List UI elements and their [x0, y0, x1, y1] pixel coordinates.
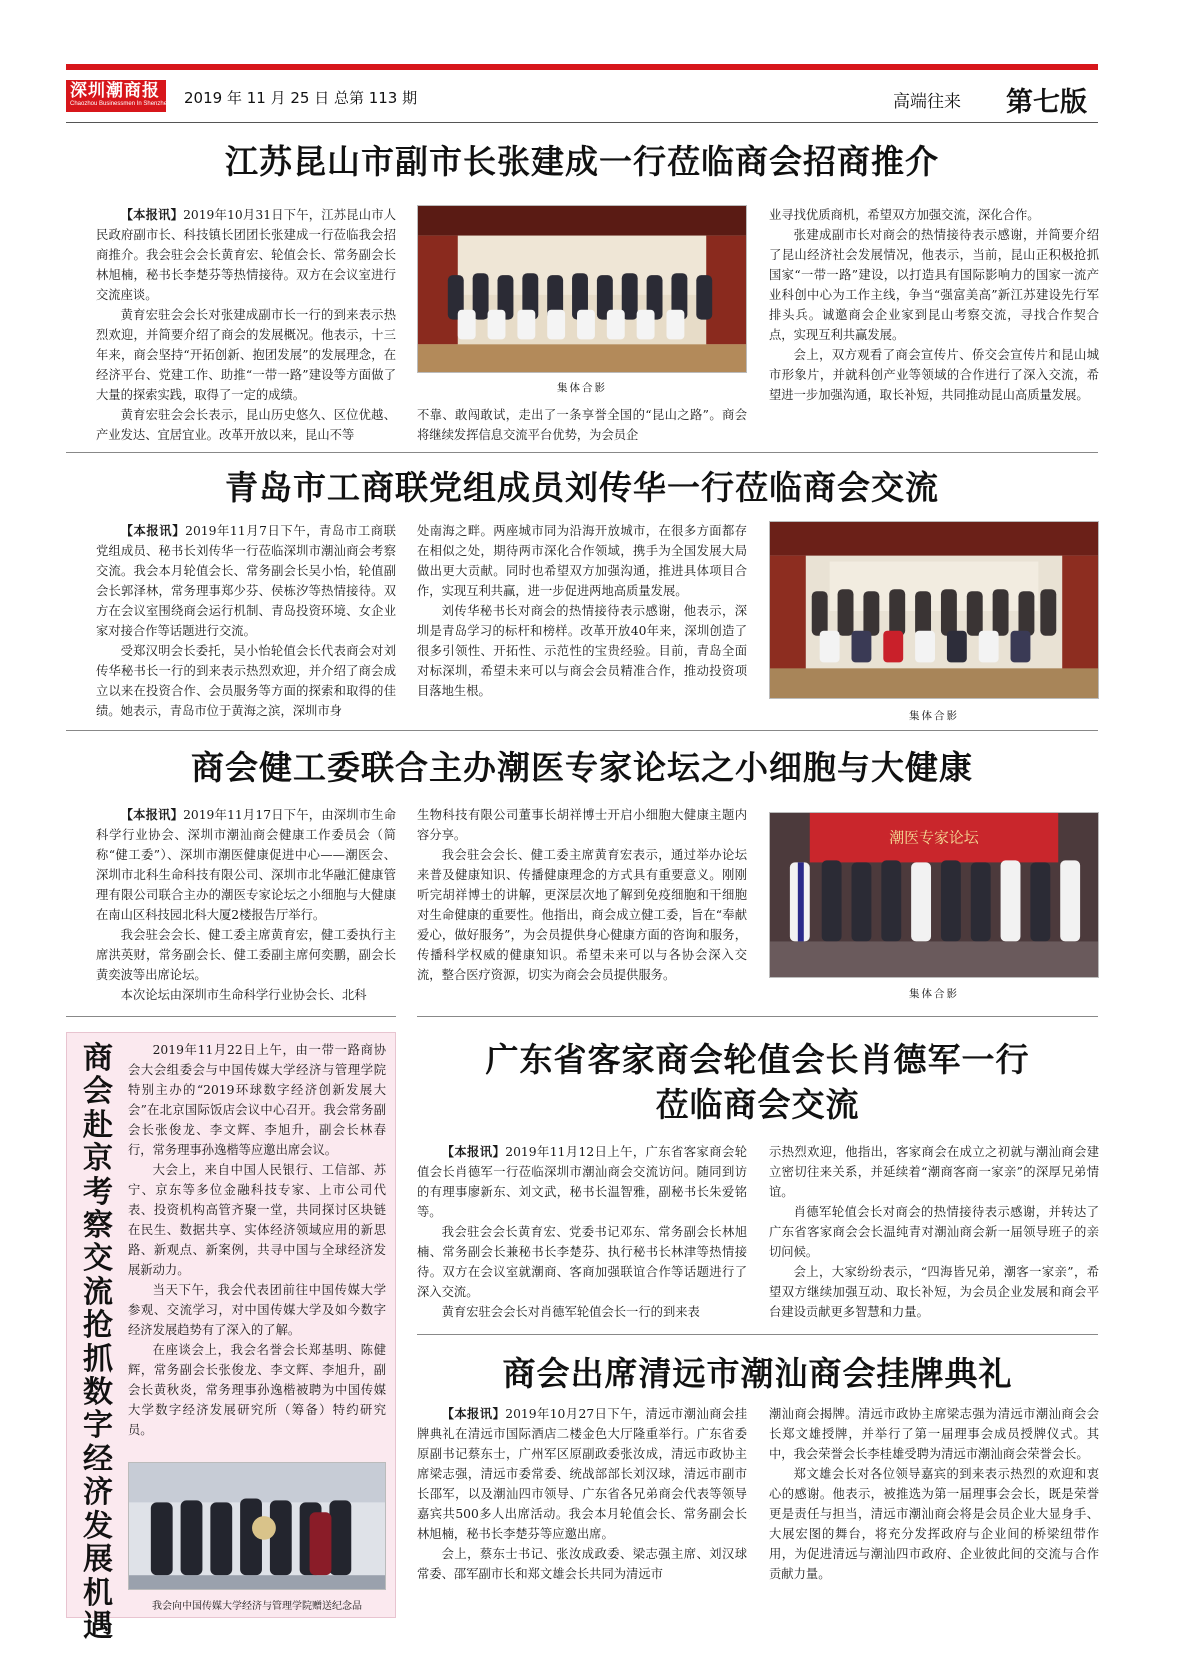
article-4-p2: 我会驻会会长黄育宏、党委书记邓东、常务副会长林旭楠、常务副会长兼秘书长李楚芬、执行秘书长林津等热情接待。双方在会议室就潮商、客商加强联谊合作等话题进行了深入交流。: [417, 1225, 747, 1299]
article-5-col-2-p1: 潮汕商会揭牌。清远市政协主席梁志强为清远市潮汕商会会长郑文雄授牌，并举行了第一届理事会成员授牌仪式。其中，我会荣誉会长李桂雄受聘为清远市潮汕商会荣誉会长。: [769, 1407, 1099, 1461]
header-rule: [66, 122, 1098, 123]
logo-text: 深圳潮商报: [70, 81, 160, 101]
article-3-col-2: [417, 805, 747, 1005]
article-1-lead: 2019年10月31日下午，江苏昆山市人民政府副市长、科技镇长团团长张建成一行莅临我会招商推介。我会驻会会长黄育宏、轮值会长、常务副会长林旭楠，秘书长李楚芬等热情接待。双方在会议室进行交流座谈。: [96, 208, 396, 302]
article-2-col-2: [417, 521, 747, 721]
article-2-col-2-p2: 刘传华秘书长对商会的热情接待表示感谢，他表示，深圳是青岛学习的标杆和榜样。改革开放40年来，深圳创造了很多引领性、开拓性、示范性的宝贵经验。目前，青岛全面对标深圳，希望未来可以与商会会员精准合作，推动投资项目落地生根。: [417, 604, 747, 698]
issue-date: 2019 年 11 月 25 日 总第 113 期: [184, 89, 418, 107]
sidebar-p3: 当天下午，我会代表团前往中国传媒大学参观、交流学习，对中国传媒大学及如今数字经济发展趋势有了深入的了解。: [128, 1283, 386, 1337]
article-4-col-2: [769, 1142, 1099, 1322]
article-3-caption: 集体合影: [909, 988, 959, 1000]
article-2-col-2-p1: 处南海之畔。两座城市同为沿海开放城市，在很多方面都存在相似之处，期待两市深化合作领域，携手为全国发展大局做出更大贡献。同时也希望双方加强沟通，推进具体项目合作，实现互利共赢，进一步促进两地高质量发展。: [417, 524, 747, 598]
article-2-lead: 2019年11月7日下午，青岛市工商联党组成员、秘书长刘传华一行莅临深圳市潮汕商会考察交流。我会本月轮值会长、常务副会长吴小怡，轮值副会长郭泽林，常务理事郑少芬、侯栋汐等热情接待。双方在会议室围绕商会运行机制、青岛投资环境、女企业家对接合作等话题进行交流。: [96, 524, 396, 638]
group-photo-2: [770, 522, 1098, 698]
section-name: 高端往来: [893, 92, 961, 112]
article-4-rule: [417, 1334, 1098, 1335]
article-5-col-1: [417, 1404, 747, 1618]
sidebar-photo: [128, 1462, 386, 1590]
sidebar-p1: 2019年11月22日上午，由一带一路商协会大会组委会与中国传媒大学经济与管理学院特别主办的“2019环球数字经济创新发展大会”在北京国际饭店会议中心召开。我会常务副会长张俊龙、李文辉、李旭升，副会长林春行，常务理事孙逸楷等应邀出席会议。: [128, 1043, 386, 1157]
article-4-p3: 黄育宏驻会会长对肖德军轮值会长一行的到来表: [441, 1305, 700, 1319]
article-4-col-2-p3: 会上，大家纷纷表示，“四海皆兄弟，潮客一家亲”，希望双方继续加强互动、取长补短，为会员企业发展和商会平台建设贡献更多智慧和力量。: [769, 1265, 1099, 1319]
article-4-col-2-p2: 肖德军轮值会长对商会的热情接待表示感谢，并转达了广东省客家商会会长温纯青对潮汕商会新一届领导班子的亲切问候。: [769, 1205, 1099, 1259]
article-2-col-1: [96, 521, 396, 721]
article-1-title: 江苏昆山市副市长张建成一行莅临商会招商推介: [225, 142, 939, 181]
article-1-col-2-text: 不靠、敢闯敢试，走出了一条享誉全国的“昆山之路”。商会将继续发挥信息交流平台优势，为会员企: [417, 408, 747, 442]
article-4-title-line-1: 广东省客家商会轮值会长肖德军一行: [485, 1040, 1030, 1079]
article-2-caption: 集体合影: [909, 710, 959, 722]
article-4-col-1: [417, 1142, 747, 1322]
article-3-col-2-p2: 我会驻会会长、健工委主席黄育宏表示，通过举办论坛来普及健康知识、传播健康理念的方式具有重要意义。刚刚听完胡祥博士的讲解，更深层次地了解到免疫细胞和干细胞对生命健康的重要性。他指出，商会成立健工委，旨在“奉献爱心，做好服务”，为会员提供身心健康方面的咨询和服务，传播科学权威的健康知识。希望未来可以与各协会深入交流，整合医疗资源，切实为商会会员提供服务。: [417, 848, 747, 982]
logo-subtext: Chaozhou Businessmen In Shenzhen: [70, 101, 171, 107]
article-3-title: 商会健工委联合主办潮医专家论坛之小细胞与大健康: [191, 748, 973, 787]
article-2-tag: 【本报讯】: [120, 524, 186, 538]
article-1-caption: 集体合影: [557, 382, 607, 394]
top-red-bar: [66, 64, 1098, 70]
article-1-rule: [66, 452, 1098, 453]
article-5-p2: 会上，蔡东士书记、张汝成政委、梁志强主席、刘汉球常委、邵军副市长和郑文雄会长共同为清远市: [417, 1547, 747, 1581]
article-2-rule: [66, 730, 1098, 731]
article-2-p2: 受郑汉明会长委托，吴小怡轮值会长代表商会对刘传华秘书长一行的到来表示热烈欢迎，并介绍了商会成立以来在投资合作、会员服务等方面的探索和取得的佳绩。她表示，青岛市位于黄海之滨，深圳市身: [96, 644, 396, 718]
newspaper-logo: [66, 80, 171, 112]
article-1-col-3-p3: 会上，双方观看了商会宣传片、侨交会宣传片和昆山城市形象片，并就科创产业等领域的合作进行了深入交流，希望进一步加强沟通，取长补短，共同推动昆山高质量发展。: [769, 348, 1099, 402]
article-1-p3: 黄育宏驻会会长表示，昆山历史悠久、区位优越、产业发达、宜居宜业。改革开放以来，昆山不等: [96, 408, 396, 442]
sidebar-text: [128, 1040, 386, 1456]
souvenir-photo: [129, 1463, 385, 1589]
article-4-tag: 【本报讯】: [441, 1145, 506, 1159]
article-4-lead: 2019年11月12日上午，广东省客家商会轮值会长肖德军一行莅临深圳市潮汕商会交流访问。随同到访的有理事廖新东、刘文武，秘书长温智雅，副秘书长朱爱铭等。: [417, 1145, 747, 1219]
article-5-title: 商会出席清远市潮汕商会挂牌典礼: [502, 1354, 1013, 1393]
article-1-col-2: [417, 405, 747, 445]
article-1-col-3-p1: 业寻找优质商机，希望双方加强交流，深化合作。: [769, 208, 1040, 222]
article-2-photo: [769, 521, 1099, 699]
sidebar-vertical-title: 商会赴京考察交流 抢抓数字经济发展机遇: [83, 1041, 113, 1644]
article-1-col-3: [769, 205, 1099, 445]
page-number: 第七版: [1006, 87, 1087, 118]
article-3-rule-left: [66, 1016, 396, 1017]
article-5-tag: 【本报讯】: [441, 1407, 506, 1421]
article-1-tag: 【本报讯】: [120, 208, 184, 222]
article-3-lead: 2019年11月17日下午，由深圳市生命科学行业协会、深圳市潮汕商会健康工作委员会（简称“健工委”）、深圳市潮医健康促进中心——潮医会、深圳市北科生命科技有限公司、深圳市北华融汇健康管理有限公司联合主办的潮医专家论坛之小细胞与大健康在南山区科技园北科大厦2楼报告厅举行。: [96, 808, 396, 922]
sidebar-p2: 大会上，来自中国人民银行、工信部、苏宁、京东等多位金融科技专家、上市公司代表、投资机构高管齐聚一堂，共同探讨区块链在民生、数据共享、实体经济领域应用的新思路、新观点、新案例，共寻中国与全球经济发展新动力。: [128, 1163, 386, 1277]
article-1-col-3-p2: 张建成副市长对商会的热情接待表示感谢，并简要介绍了昆山经济社会发展情况，他表示，当前，昆山正积极抢抓国家“一带一路”建设，以打造具有国际影响力的国家一流产业科创中心为工作主线，争当“强富美高”新江苏建设先行军排头兵。诚邀商会企业家到昆山考察交流，寻找合作契合点，实现互利共赢发展。: [769, 228, 1099, 342]
sidebar-p4: 在座谈会上，我会名誉会长郑基明、陈健辉，常务副会长张俊龙、李文辉、李旭升，副会长黄秋炎，常务理事孙逸楷被聘为中国传媒大学数字经济发展研究所（筹备）特约研究员。: [128, 1343, 386, 1437]
article-4-col-2-p1: 示热烈欢迎，他指出，客家商会在成立之初就与潮汕商会建立密切往来关系，并延续着“潮商客商一家亲”的深厚兄弟情谊。: [769, 1145, 1099, 1199]
article-5-col-2: [769, 1404, 1099, 1618]
article-1-photo: [417, 205, 747, 373]
article-5-col-2-p2: 郑文雄会长对各位领导嘉宾的到来表示热烈的欢迎和衷心的感谢。他表示，被推选为第一届理事会会长，既是荣誉更是责任与担当，清远市潮汕商会将是会员企业大显身手、大展宏图的舞台，将充分发挥政府与企业间的桥梁纽带作用，为促进清远与潮汕四市政府、企业彼此间的交流与合作贡献力量。: [769, 1467, 1099, 1581]
sidebar-caption: 我会向中国传媒大学经济与管理学院赠送纪念品: [152, 1601, 362, 1612]
article-3-p2: 我会驻会会长、健工委主席黄育宏，健工委执行主席洪英财，常务副会长、健工委副主席何奕鹏，副会长黄奕波等出席论坛。: [96, 928, 396, 982]
article-1-col-1: [96, 205, 396, 445]
group-photo-3: [770, 813, 1098, 977]
article-3-p3: 本次论坛由深圳市生命科学行业协会长、北科: [120, 988, 367, 1002]
article-3-photo: [769, 812, 1099, 978]
article-4-title-line-2: 莅临商会交流: [655, 1085, 860, 1124]
article-2-title: 青岛市工商联党组成员刘传华一行莅临商会交流: [225, 468, 939, 507]
article-5-lead: 2019年10月27日下午，清远市潮汕商会挂牌典礼在清远市国际酒店二楼金色大厅隆重举行。广东省委原副书记蔡东士，广州军区原副政委张汝成，清远市政协主席梁志强，清远市委常委、统战部部长刘汉球，清远市副市长邵军，以及潮汕四市领导、广东省各兄弟商会代表等领导嘉宾共500多人出席活动。我会本月轮值会长、常务副会长林旭楠，秘书长李楚芬等应邀出席。: [417, 1407, 747, 1541]
article-3-rule-right: [417, 1016, 1098, 1017]
article-3-tag: 【本报讯】: [120, 808, 184, 822]
article-3-col-2-p1: 生物科技有限公司董事长胡祥博士开启小细胞大健康主题内容分享。: [417, 808, 747, 842]
article-3-col-1: [96, 805, 396, 1005]
article-1-p2: 黄育宏驻会会长对张建成副市长一行的到来表示热烈欢迎，并简要介绍了商会的发展概况。他表示，十三年来，商会坚持“开拓创新、抱团发展”的发展理念，在经济平台、党建工作、助推“一带一路”建设等方面做了大量的探索实践，取得了一定的成绩。: [96, 308, 396, 402]
group-photo-1: [418, 206, 746, 372]
photo-3-banner: 潮医专家论坛: [889, 828, 979, 847]
